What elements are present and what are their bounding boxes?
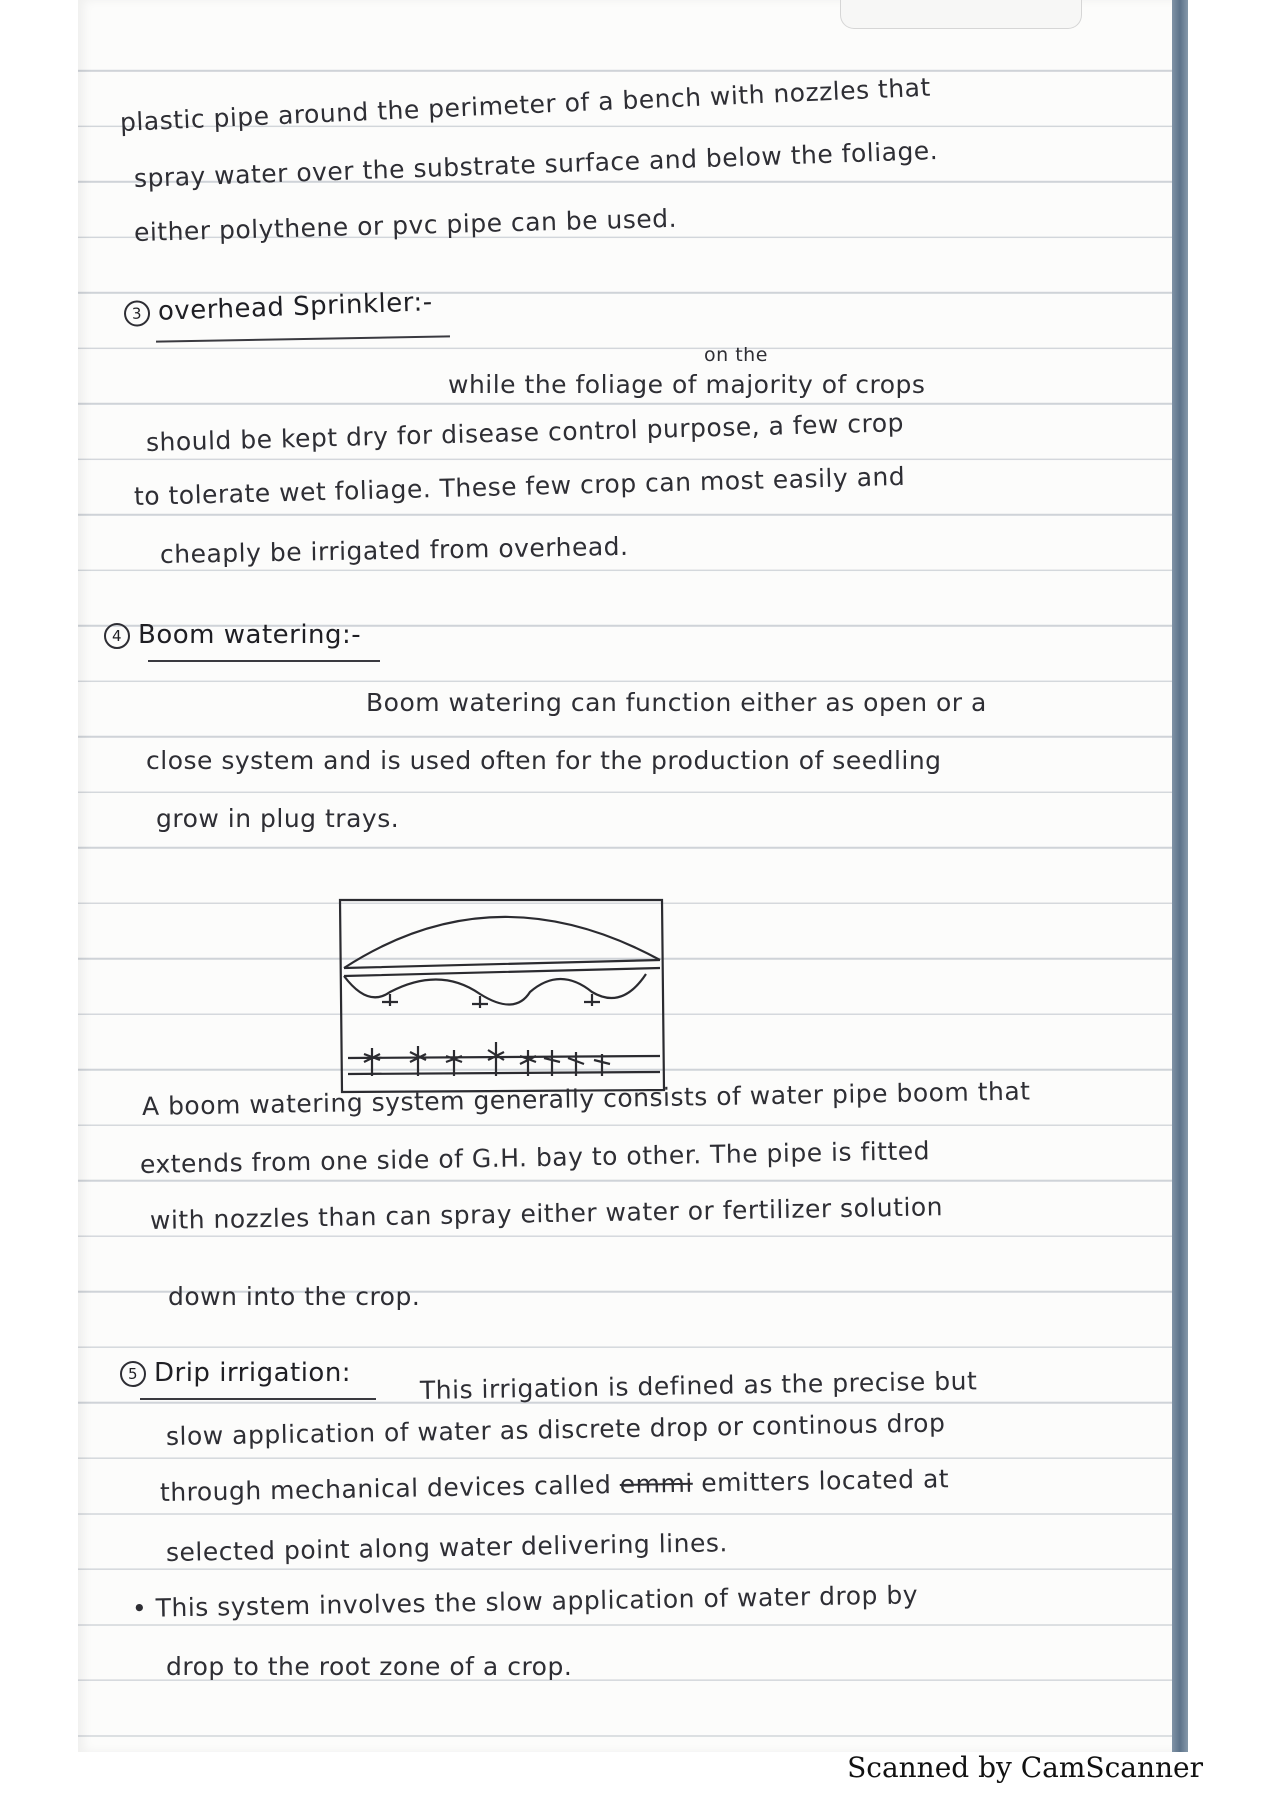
section-3-title: overhead Sprinkler:- — [157, 287, 434, 327]
section-4-underline — [148, 660, 380, 662]
diagram-bench-bottom — [348, 1072, 660, 1074]
boom-para-line-2: extends from one side of G.H. bay to other. The pipe is fitted — [139, 1136, 931, 1179]
section-4-title: Boom watering:- — [138, 620, 362, 650]
section-5-line-4: selected point along water delivering lines. — [165, 1528, 729, 1567]
section-5-number: 5 — [120, 1361, 146, 1387]
bullet: • — [131, 1593, 148, 1623]
section-3-insertion: on the — [704, 344, 768, 366]
struck-word: emmi — [619, 1468, 694, 1499]
boom-para-line-1: A boom watering system generally consists of water pipe boom that — [141, 1076, 1031, 1121]
section-4-heading — [104, 620, 361, 650]
boom-para-line-3: with nozzles than can spray either water or fertilizer solution — [149, 1192, 944, 1235]
section-4-line-3: grow in plug trays. — [156, 804, 400, 833]
camscanner-watermark: Scanned by CamScanner — [847, 1751, 1203, 1784]
boom-watering-diagram — [330, 890, 670, 1100]
section-3-line-4: cheaply be irrigated from overhead. — [159, 531, 629, 569]
section-3-number: 3 — [124, 300, 151, 327]
section-5-line-2: slow application of water as discrete drop or continous drop — [165, 1408, 946, 1451]
diagram-frame — [340, 900, 664, 1092]
intro-line-2: spray water over the substrate surface and below the foliage. — [133, 135, 939, 193]
section-5-line-1: This irrigation is defined as the precise but — [419, 1366, 978, 1405]
section-5-line-3b: emitters located at — [700, 1464, 950, 1498]
section-5-underline — [140, 1398, 376, 1400]
section-4-line-1: Boom watering can function either as open or a — [366, 688, 987, 717]
section-3-line-3: to tolerate wet foliage. These few crop can most easily and — [133, 461, 906, 511]
section-3-line-1: while the foliage of majority of crops — [448, 370, 926, 399]
section-5-line-6: drop to the root zone of a crop. — [166, 1652, 573, 1681]
section-5-line-3a: through mechanical devices called — [159, 1470, 612, 1507]
notebook-binding — [1172, 0, 1188, 1752]
section-3-line-2: should be kept dry for disease control purpose, a few crop — [145, 408, 905, 457]
section-4-line-2: close system and is used often for the production of seedling — [146, 746, 942, 775]
diagram-boom-pipe — [344, 960, 660, 976]
section-5-line-5-text: This system involves the slow application of water drop by — [155, 1580, 919, 1623]
section-4-number: 4 — [104, 623, 130, 649]
intro-line-1: plastic pipe around the perimeter of a bench with nozzles that — [119, 72, 932, 137]
boom-para-line-4: down into the crop. — [168, 1282, 421, 1311]
diagram-bench-top — [348, 1056, 660, 1058]
diagram-seedlings — [364, 1042, 610, 1076]
section-5-heading — [120, 1358, 351, 1388]
intro-line-3: either polythene or pvc pipe can be used. — [133, 203, 678, 247]
section-5-title: Drip irrigation: — [154, 1358, 352, 1388]
page-top-tab — [840, 0, 1082, 29]
